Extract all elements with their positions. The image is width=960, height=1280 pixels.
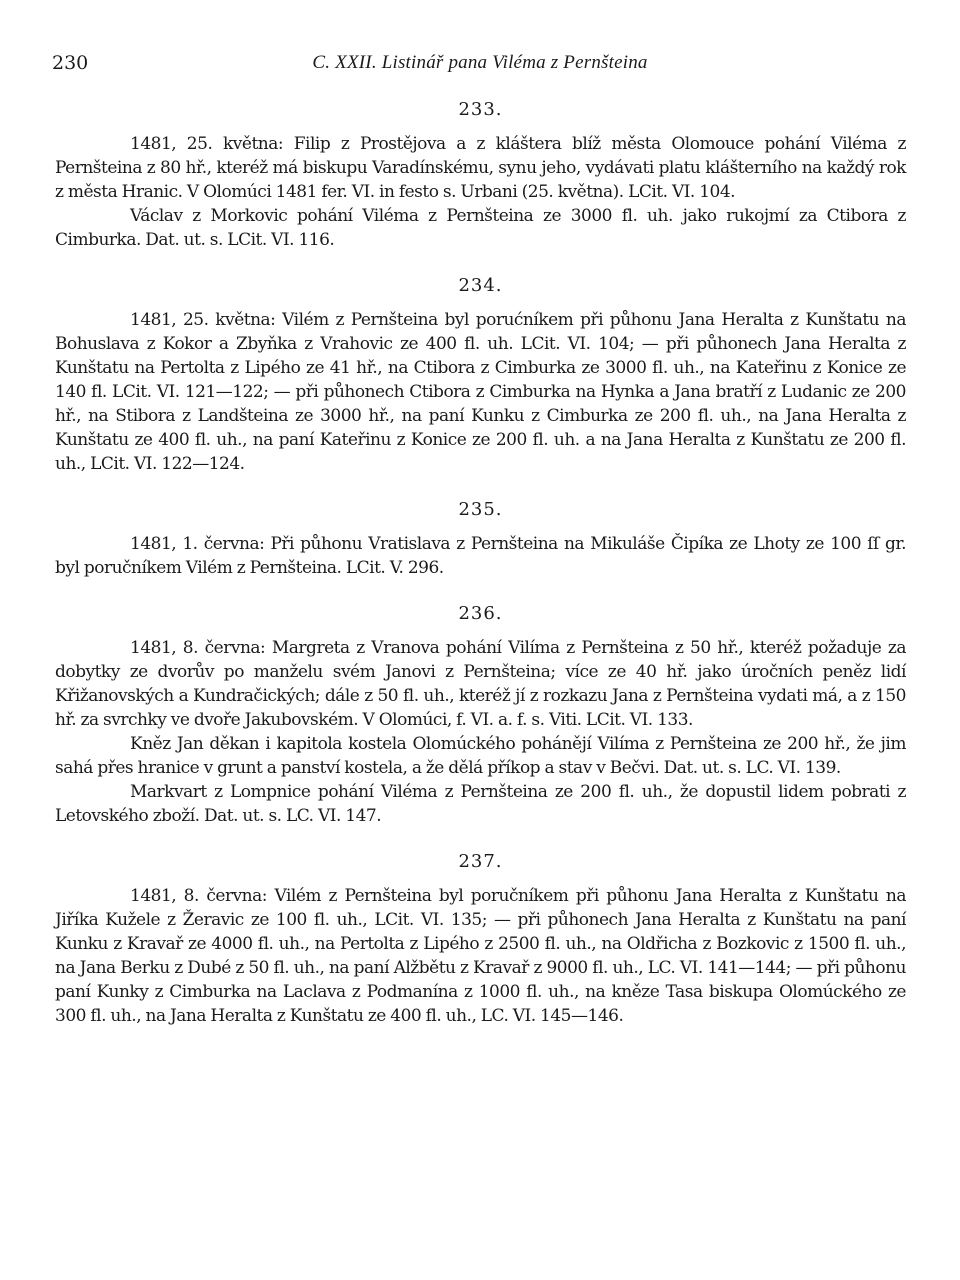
- entry-paragraph: Markvart z Lompnice pohání Viléma z Pernšteina ze 200 fl. uh., že dopustil lidem pobrati z Letovského zboží. Dat. ut. s. LC. VI. 147.: [55, 782, 906, 826]
- entry-number: 237.: [458, 851, 503, 872]
- entry-paragraph: 1481, 25. května: Vilém z Pernšteina byl porućníkem při půhonu Jana Heralta z Kunštatu na Bohuslava z Kokor a Zbyňka z Vrahovic ze 400 fl. uh. LCit. VI. 104; — při půhonech Jana Heralta z Kunštatu na Pertolta z Lipého ze 41 hř., na Ctibora z Cimburka ze 3000 fl. uh., na Kateřinu z Konice ze 140 fl. LCit. VI. 121—122; — při půhonech Ctibora z Cimburka na Hynka a Jana bratří z Ludanic ze 200 hř., na Stibora z Landšteina ze 3000 hř., na paní Kunku z Cimburka ze 200 fl. uh., na Jana Heralta z Kunštatu ze 400 fl. uh., na paní Kateřinu z Konice ze 200 fl. uh. a na Jana Heralta z Kunštatu ze 200 fl. uh., LCit. VI. 122—124.: [55, 310, 906, 474]
- entry-233: [55, 96, 906, 252]
- entry-number: 233.: [458, 99, 503, 120]
- entry-236: [55, 600, 906, 828]
- entry-234: [55, 272, 906, 476]
- entry-paragraph: Kněz Jan děkan i kapitola kostela Olomúckého pohánějí Vilíma z Pernšteina ze 200 hř., že jim sahá přes hranice v grunt a panství kostela, a že dělá příkop a stav v Bečvi. Dat. ut. s. LC. VI. 139.: [55, 734, 906, 778]
- entry-235: [55, 496, 906, 580]
- entry-paragraph: 1481, 25. května: Filip z Prostějova a z kláštera blíž města Olomouce pohání Viléma z Pernšteina z 80 hř., kteréž má biskupu Varadínskému, synu jeho, vydávati platu klášterního na každý rok z města Hranic. V Olomúci 1481 fer. VI. in festo s. Urbani (25. května). LCit. VI. 104.: [55, 134, 906, 202]
- entry-paragraph: 1481, 8. června: Margreta z Vranova pohání Vilíma z Pernšteina z 50 hř., kteréž požaduje za dobytky ze dvorův po manželu svém Janovi z Pernšteina; více ze 40 hř. jako úročních peněz lidí Křižanovských a Kundračických; dále z 50 fl. uh., kteréž jí z rozkazu Jana z Pernšteina vydati má, a z 150 hř. za svrchky ve dvoře Jakubovském. V Olomúci, f. VI. a. f. s. Viti. LCit. VI. 133.: [55, 638, 906, 730]
- entry-paragraph: 1481, 1. června: Při půhonu Vratislava z Pernšteina na Mikuláše Čipíka ze Lhoty ze 100 ſſ gr. byl poručníkem Vilém z Pernšteina. LCit. V. 296.: [55, 534, 906, 578]
- entry-number: 234.: [458, 275, 503, 296]
- entry-number: 236.: [458, 603, 503, 624]
- entry-237: [55, 848, 906, 1028]
- entry-paragraph: 1481, 8. června: Vilém z Pernšteina byl poručníkem při půhonu Jana Heralta z Kunštatu na Jiříka Kužele z Žeravic ze 100 fl. uh., LCit. VI. 135; — při půhonech Jana Heralta z Kunštatu na paní Kunku z Kravař ze 4000 fl. uh., na Pertolta z Lipého z 2500 fl. uh., na Oldřicha z Bozkovic z 1500 fl. uh., na Jana Berku z Dubé z 50 fl. uh., na paní Alžbětu z Kravař z 9000 fl. uh., LC. VI. 141—144; — při půhonu paní Kunky z Cimburka na Laclava z Podmanína z 1000 fl. uh., na kněze Tasa biskupa Olomúckého ze 300 fl. uh., na Jana Heralta z Kunštatu ze 400 fl. uh., LC. VI. 145—146.: [55, 886, 906, 1026]
- entry-paragraph: Václav z Morkovic pohání Viléma z Pernšteina ze 3000 fl. uh. jako rukojmí za Ctibora z Cimburka. Dat. ut. s. LCit. VI. 116.: [55, 206, 906, 250]
- page-header: [52, 52, 908, 80]
- entry-number: 235.: [458, 499, 503, 520]
- page-number: 230: [52, 52, 89, 74]
- running-title: C. XXII. Listinář pana Viléma z Pernšteina: [312, 52, 648, 73]
- document-body: [55, 96, 906, 1048]
